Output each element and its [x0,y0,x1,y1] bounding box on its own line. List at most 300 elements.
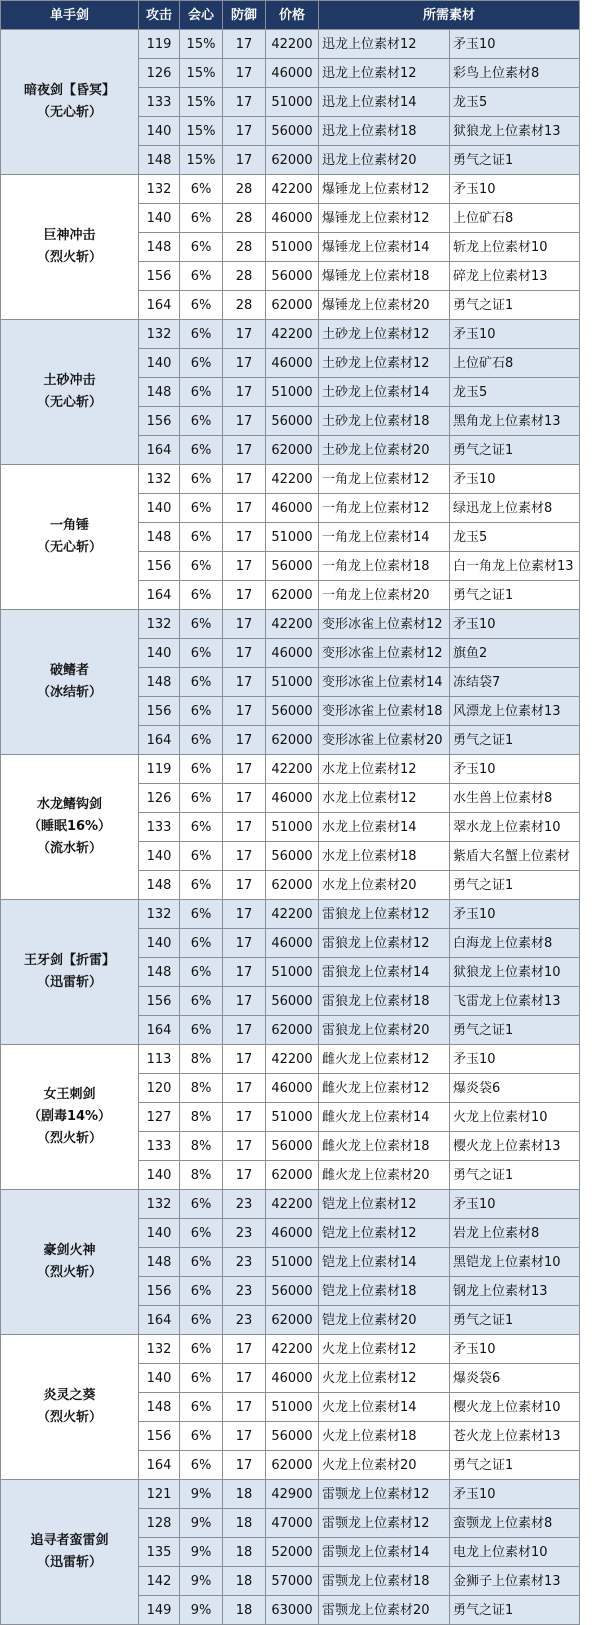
material-2-cell: 矛玉10 [450,30,580,59]
price-cell: 51000 [266,523,319,552]
affinity-cell: 6% [180,755,223,784]
defense-cell: 23 [223,1248,266,1277]
weapon-name-line: （无心斩） [36,540,102,555]
table-row [1,1480,580,1509]
attack-cell: 148 [139,378,180,407]
attack-cell: 148 [139,146,180,175]
defense-cell: 17 [223,494,266,523]
affinity-cell: 8% [180,1161,223,1190]
material-1-cell: 雷狼龙上位素材12 [319,900,450,929]
affinity-cell: 6% [180,929,223,958]
material-1-cell: 迅龙上位素材20 [319,146,450,175]
material-1-cell: 变形冰雀上位素材12 [319,610,450,639]
table-row [1,465,580,494]
affinity-cell: 9% [180,1509,223,1538]
material-1-cell: 土砂龙上位素材12 [319,349,450,378]
material-2-cell: 矛玉10 [450,1480,580,1509]
defense-cell: 17 [223,900,266,929]
header-price: 价格 [266,1,319,30]
material-1-cell: 一角龙上位素材12 [319,465,450,494]
defense-cell: 17 [223,117,266,146]
weapon-name-line: 一角锤 [49,518,89,533]
weapon-name-line: 女王刺剑 [43,1087,96,1102]
defense-cell: 17 [223,378,266,407]
material-2-cell: 矛玉10 [450,1190,580,1219]
material-1-cell: 一角龙上位素材20 [319,581,450,610]
material-2-cell: 矛玉10 [450,900,580,929]
price-cell: 51000 [266,1248,319,1277]
material-1-cell: 水龙上位素材18 [319,842,450,871]
price-cell: 56000 [266,987,319,1016]
material-2-cell: 翠水龙上位素材10 [450,813,580,842]
price-cell: 62000 [266,871,319,900]
affinity-cell: 6% [180,1393,223,1422]
material-1-cell: 雷颚龙上位素材18 [319,1567,450,1596]
affinity-cell: 6% [180,726,223,755]
material-1-cell: 爆锤龙上位素材18 [319,262,450,291]
defense-cell: 18 [223,1538,266,1567]
affinity-cell: 6% [180,1248,223,1277]
weapon-name-line: （迅雷斩） [36,975,102,990]
attack-cell: 164 [139,581,180,610]
header-defense: 防御 [223,1,266,30]
attack-cell: 140 [139,842,180,871]
defense-cell: 28 [223,175,266,204]
price-cell: 56000 [266,697,319,726]
material-1-cell: 爆锤龙上位素材20 [319,291,450,320]
affinity-cell: 6% [180,175,223,204]
table-row [1,175,580,204]
affinity-cell: 6% [180,378,223,407]
defense-cell: 17 [223,320,266,349]
affinity-cell: 6% [180,987,223,1016]
affinity-cell: 6% [180,233,223,262]
material-1-cell: 土砂龙上位素材14 [319,378,450,407]
defense-cell: 17 [223,755,266,784]
material-1-cell: 爆锤龙上位素材12 [319,204,450,233]
affinity-cell: 6% [180,1306,223,1335]
weapon-name-line: 豪剑火神 [43,1243,96,1258]
material-1-cell: 雷狼龙上位素材20 [319,1016,450,1045]
weapon-name-cell [1,1480,139,1625]
material-1-cell: 变形冰雀上位素材12 [319,639,450,668]
table-header-row [1,1,580,30]
material-2-cell: 蛮颚龙上位素材8 [450,1509,580,1538]
defense-cell: 18 [223,1509,266,1538]
material-1-cell: 土砂龙上位素材18 [319,407,450,436]
price-cell: 62000 [266,1016,319,1045]
weapon-name-line: 炎灵之葵 [43,1388,96,1403]
material-2-cell: 岩龙上位素材8 [450,1219,580,1248]
attack-cell: 148 [139,871,180,900]
weapon-name-line: 巨神冲击 [43,228,96,243]
attack-cell: 119 [139,755,180,784]
material-2-cell: 龙玉5 [450,523,580,552]
material-2-cell: 绿迅龙上位素材8 [450,494,580,523]
defense-cell: 17 [223,842,266,871]
material-1-cell: 土砂龙上位素材12 [319,320,450,349]
weapon-name-line: （烈火斩） [36,250,102,265]
price-cell: 46000 [266,1364,319,1393]
affinity-cell: 6% [180,436,223,465]
material-2-cell: 矛玉10 [450,1335,580,1364]
weapon-name-line: 王牙剑【折雷】 [23,953,115,968]
header-affinity: 会心 [180,1,223,30]
defense-cell: 17 [223,436,266,465]
material-1-cell: 雷颚龙上位素材20 [319,1596,450,1625]
material-1-cell: 一角龙上位素材14 [319,523,450,552]
weapon-name-cell [1,1335,139,1480]
attack-cell: 133 [139,88,180,117]
price-cell: 56000 [266,1132,319,1161]
material-2-cell: 矛玉10 [450,465,580,494]
material-1-cell: 爆锤龙上位素材12 [319,175,450,204]
affinity-cell: 15% [180,30,223,59]
price-cell: 42200 [266,1335,319,1364]
affinity-cell: 6% [180,262,223,291]
material-2-cell: 黑角龙上位素材13 [450,407,580,436]
attack-cell: 164 [139,436,180,465]
affinity-cell: 6% [180,958,223,987]
price-cell: 62000 [266,581,319,610]
attack-cell: 140 [139,117,180,146]
weapon-name-line: （烈火斩） [36,1131,102,1146]
table-row [1,320,580,349]
weapon-name-cell [1,175,139,320]
weapon-name-line: （迅雷斩） [36,1555,102,1570]
weapon-name-line: （烈火斩） [36,1410,102,1425]
table-row [1,1190,580,1219]
material-1-cell: 迅龙上位素材12 [319,59,450,88]
affinity-cell: 6% [180,871,223,900]
material-2-cell: 旗鱼2 [450,639,580,668]
material-1-cell: 雷狼龙上位素材12 [319,929,450,958]
affinity-cell: 6% [180,1335,223,1364]
price-cell: 42200 [266,465,319,494]
material-1-cell: 火龙上位素材20 [319,1451,450,1480]
material-2-cell: 矛玉10 [450,755,580,784]
defense-cell: 17 [223,784,266,813]
weapon-name-cell [1,465,139,610]
material-2-cell: 勇气之证1 [450,1306,580,1335]
defense-cell: 17 [223,668,266,697]
affinity-cell: 6% [180,900,223,929]
price-cell: 42200 [266,1190,319,1219]
material-2-cell: 勇气之证1 [450,871,580,900]
defense-cell: 17 [223,30,266,59]
affinity-cell: 6% [180,407,223,436]
price-cell: 46000 [266,639,319,668]
weapon-name-line: 土砂冲击 [43,373,96,388]
attack-cell: 164 [139,291,180,320]
material-2-cell: 黑铠龙上位素材10 [450,1248,580,1277]
weapon-name-cell [1,755,139,900]
material-2-cell: 龙玉5 [450,378,580,407]
attack-cell: 156 [139,1277,180,1306]
attack-cell: 164 [139,1306,180,1335]
attack-cell: 140 [139,349,180,378]
defense-cell: 17 [223,407,266,436]
material-1-cell: 雌火龙上位素材14 [319,1103,450,1132]
material-1-cell: 变形冰雀上位素材18 [319,697,450,726]
defense-cell: 17 [223,349,266,378]
material-2-cell: 勇气之证1 [450,1016,580,1045]
material-2-cell: 勇气之证1 [450,146,580,175]
affinity-cell: 8% [180,1103,223,1132]
price-cell: 51000 [266,1393,319,1422]
material-1-cell: 变形冰雀上位素材20 [319,726,450,755]
material-2-cell: 钢龙上位素材13 [450,1277,580,1306]
defense-cell: 28 [223,262,266,291]
affinity-cell: 15% [180,88,223,117]
affinity-cell: 15% [180,117,223,146]
defense-cell: 28 [223,291,266,320]
defense-cell: 28 [223,204,266,233]
affinity-cell: 6% [180,320,223,349]
defense-cell: 17 [223,1451,266,1480]
price-cell: 51000 [266,813,319,842]
material-1-cell: 铠龙上位素材12 [319,1219,450,1248]
material-2-cell: 樱火龙上位素材13 [450,1132,580,1161]
material-1-cell: 火龙上位素材18 [319,1422,450,1451]
defense-cell: 17 [223,1335,266,1364]
material-1-cell: 雷颚龙上位素材14 [319,1538,450,1567]
material-2-cell: 彩鸟上位素材8 [450,59,580,88]
header-materials: 所需素材 [319,1,580,30]
material-2-cell: 勇气之证1 [450,1596,580,1625]
defense-cell: 17 [223,697,266,726]
weapon-name-cell [1,30,139,175]
material-2-cell: 上位矿石8 [450,349,580,378]
affinity-cell: 6% [180,610,223,639]
table-row [1,610,580,639]
defense-cell: 17 [223,639,266,668]
affinity-cell: 6% [180,494,223,523]
affinity-cell: 15% [180,59,223,88]
price-cell: 57000 [266,1567,319,1596]
material-1-cell: 铠龙上位素材14 [319,1248,450,1277]
affinity-cell: 6% [180,1219,223,1248]
price-cell: 56000 [266,1422,319,1451]
material-2-cell: 紫盾大名蟹上位素材 [450,842,580,871]
attack-cell: 164 [139,1451,180,1480]
price-cell: 56000 [266,262,319,291]
table-body [1,30,580,1625]
material-2-cell: 勇气之证1 [450,1451,580,1480]
attack-cell: 113 [139,1045,180,1074]
attack-cell: 148 [139,668,180,697]
attack-cell: 121 [139,1480,180,1509]
material-1-cell: 火龙上位素材14 [319,1393,450,1422]
defense-cell: 23 [223,1190,266,1219]
defense-cell: 23 [223,1277,266,1306]
defense-cell: 17 [223,726,266,755]
material-2-cell: 矛玉10 [450,175,580,204]
defense-cell: 17 [223,523,266,552]
weapon-name-cell [1,610,139,755]
price-cell: 51000 [266,233,319,262]
material-2-cell: 爆炎袋6 [450,1074,580,1103]
material-2-cell: 白海龙上位素材8 [450,929,580,958]
material-1-cell: 迅龙上位素材14 [319,88,450,117]
material-1-cell: 水龙上位素材14 [319,813,450,842]
material-1-cell: 火龙上位素材12 [319,1364,450,1393]
attack-cell: 140 [139,204,180,233]
attack-cell: 133 [139,813,180,842]
attack-cell: 126 [139,59,180,88]
defense-cell: 17 [223,1422,266,1451]
material-2-cell: 狱狼龙上位素材13 [450,117,580,146]
attack-cell: 132 [139,465,180,494]
price-cell: 42200 [266,175,319,204]
attack-cell: 132 [139,1335,180,1364]
weapon-name-cell [1,1190,139,1335]
material-2-cell: 白一角龙上位素材13 [450,552,580,581]
price-cell: 42200 [266,1045,319,1074]
defense-cell: 17 [223,1045,266,1074]
material-1-cell: 铠龙上位素材20 [319,1306,450,1335]
defense-cell: 17 [223,1074,266,1103]
price-cell: 62000 [266,146,319,175]
price-cell: 46000 [266,1074,319,1103]
material-1-cell: 火龙上位素材12 [319,1335,450,1364]
affinity-cell: 6% [180,204,223,233]
material-2-cell: 矛玉10 [450,1045,580,1074]
defense-cell: 17 [223,581,266,610]
attack-cell: 164 [139,1016,180,1045]
attack-cell: 132 [139,610,180,639]
material-2-cell: 龙玉5 [450,88,580,117]
material-1-cell: 一角龙上位素材18 [319,552,450,581]
material-1-cell: 水龙上位素材20 [319,871,450,900]
defense-cell: 18 [223,1567,266,1596]
attack-cell: 128 [139,1509,180,1538]
defense-cell: 17 [223,929,266,958]
attack-cell: 156 [139,407,180,436]
weapon-name-line: （流水斩） [36,841,102,856]
affinity-cell: 6% [180,697,223,726]
defense-cell: 28 [223,233,266,262]
material-2-cell: 火龙上位素材10 [450,1103,580,1132]
attack-cell: 135 [139,1538,180,1567]
material-1-cell: 土砂龙上位素材20 [319,436,450,465]
material-2-cell: 电龙上位素材10 [450,1538,580,1567]
price-cell: 63000 [266,1596,319,1625]
defense-cell: 17 [223,1132,266,1161]
price-cell: 56000 [266,407,319,436]
weapon-name-line: （无心斩） [36,105,102,120]
price-cell: 42200 [266,320,319,349]
attack-cell: 156 [139,697,180,726]
affinity-cell: 6% [180,1422,223,1451]
defense-cell: 17 [223,610,266,639]
header-weapon: 单手剑 [1,1,139,30]
attack-cell: 119 [139,30,180,59]
affinity-cell: 6% [180,842,223,871]
attack-cell: 120 [139,1074,180,1103]
defense-cell: 17 [223,465,266,494]
weapon-name-line: 水龙鳍钩剑 [36,797,102,812]
attack-cell: 156 [139,262,180,291]
affinity-cell: 15% [180,146,223,175]
price-cell: 62000 [266,436,319,465]
attack-cell: 148 [139,1248,180,1277]
weapon-name-line: （睡眠16%） [27,819,112,834]
material-2-cell: 飞雷龙上位素材13 [450,987,580,1016]
weapon-name-line: （剧毒14%） [27,1109,112,1124]
affinity-cell: 6% [180,1364,223,1393]
material-1-cell: 雷颚龙上位素材12 [319,1509,450,1538]
attack-cell: 148 [139,1393,180,1422]
defense-cell: 17 [223,958,266,987]
material-2-cell: 勇气之证1 [450,726,580,755]
affinity-cell: 8% [180,1045,223,1074]
material-2-cell: 樱火龙上位素材10 [450,1393,580,1422]
defense-cell: 17 [223,88,266,117]
material-1-cell: 雷狼龙上位素材18 [319,987,450,1016]
affinity-cell: 6% [180,552,223,581]
price-cell: 62000 [266,1161,319,1190]
attack-cell: 140 [139,1161,180,1190]
defense-cell: 23 [223,1306,266,1335]
attack-cell: 132 [139,175,180,204]
price-cell: 51000 [266,668,319,697]
defense-cell: 18 [223,1480,266,1509]
attack-cell: 133 [139,1132,180,1161]
header-attack: 攻击 [139,1,180,30]
defense-cell: 17 [223,1364,266,1393]
material-2-cell: 爆炎袋6 [450,1364,580,1393]
affinity-cell: 8% [180,1132,223,1161]
defense-cell: 17 [223,1103,266,1132]
price-cell: 42900 [266,1480,319,1509]
table-row [1,30,580,59]
price-cell: 51000 [266,378,319,407]
material-1-cell: 铠龙上位素材18 [319,1277,450,1306]
weapon-name-line: 暗夜剑【昏冥】 [23,83,115,98]
material-2-cell: 勇气之证1 [450,291,580,320]
weapon-name-line: （烈火斩） [36,1265,102,1280]
defense-cell: 18 [223,1596,266,1625]
material-1-cell: 雌火龙上位素材18 [319,1132,450,1161]
material-1-cell: 水龙上位素材12 [319,784,450,813]
price-cell: 46000 [266,59,319,88]
affinity-cell: 6% [180,581,223,610]
affinity-cell: 6% [180,349,223,378]
affinity-cell: 6% [180,784,223,813]
attack-cell: 140 [139,494,180,523]
price-cell: 47000 [266,1509,319,1538]
price-cell: 42200 [266,755,319,784]
price-cell: 56000 [266,842,319,871]
material-1-cell: 雷狼龙上位素材14 [319,958,450,987]
attack-cell: 132 [139,1190,180,1219]
attack-cell: 140 [139,929,180,958]
material-1-cell: 迅龙上位素材18 [319,117,450,146]
defense-cell: 17 [223,146,266,175]
affinity-cell: 6% [180,523,223,552]
defense-cell: 17 [223,59,266,88]
affinity-cell: 6% [180,639,223,668]
defense-cell: 17 [223,987,266,1016]
material-1-cell: 雌火龙上位素材12 [319,1045,450,1074]
price-cell: 46000 [266,204,319,233]
attack-cell: 140 [139,639,180,668]
price-cell: 56000 [266,552,319,581]
attack-cell: 149 [139,1596,180,1625]
material-2-cell: 上位矿石8 [450,204,580,233]
affinity-cell: 6% [180,1451,223,1480]
